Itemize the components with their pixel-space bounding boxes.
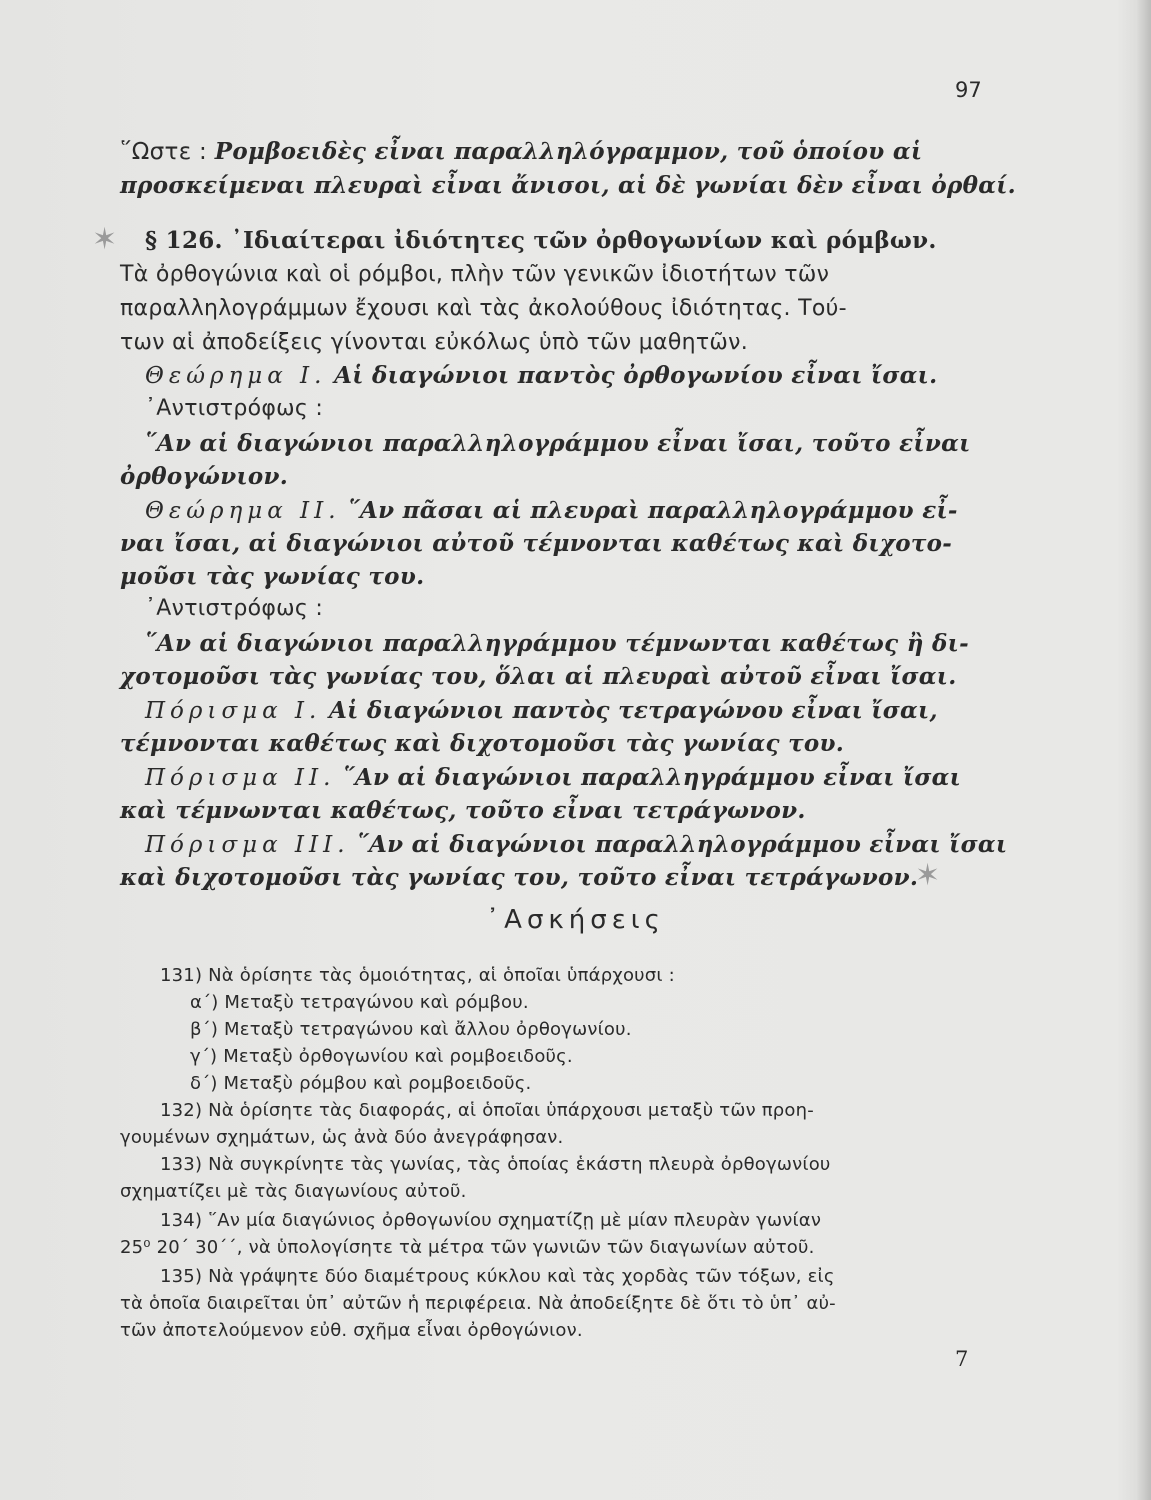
exercise-133-line-1: 133) Νὰ συγκρίνητε τὰς γωνίας, τὰς ὁποίας ἑκάστη πλευρὰ ὀρθογωνίου (160, 1154, 831, 1175)
theorem-2-line-1 (145, 497, 1015, 524)
corollary-2-line-1 (145, 764, 1015, 791)
body-line-3: των αἱ ἀποδείξεις γίνονται εὐκόλως ὑπὸ τῶν μαθητῶν. (120, 330, 749, 355)
converse-2-line-2: χοτομοῦσι τὰς γωνίας του, ὅλαι αἱ πλευραὶ αὐτοῦ εἶναι ἴσαι. (120, 663, 957, 690)
exercise-133-line-2: σχηματίζει μὲ τὰς διαγωνίους αὐτοῦ. (120, 1181, 467, 1202)
theorem-2-label: Θεώρημα ΙΙ. (145, 498, 341, 524)
theorem-2-text: ῞Αν πᾶσαι αἱ πλευραὶ παραλληλογράμμου εἶ- (348, 497, 958, 524)
exercise-131: 131) Νὰ ὁρίσητε τὰς ὁμοιότητας, αἱ ὁποῖαι ὑπάρχουσι : (160, 965, 675, 986)
exercise-135-line-3: τῶν ἀποτελούμενον εὐθ. σχῆμα εἶναι ὀρθογώνιον. (120, 1320, 583, 1341)
corollary-2-line-2: καὶ τέμνωνται καθέτως, τοῦτο εἶναι τετράγωνον. (120, 797, 806, 824)
exercise-132-line-1: 132) Νὰ ὁρίσητε τὰς διαφοράς, αἱ ὁποῖαι ὑπάρχουσι μεταξὺ τῶν προη- (160, 1100, 814, 1121)
corollary-3-text: ῞Αν αἱ διαγώνιοι παραλληλογράμμου εἶναι ἴσαι (357, 831, 1008, 858)
section-heading: § 126. ᾽Ιδιαίτεραι ἰδιότητες τῶν ὀρθογωνίων καὶ ρόμβων. (145, 227, 937, 254)
exercise-134-line-2: 25⁰ 20΄ 30΄΄, νὰ ὑπολογίσητε τὰ μέτρα τῶν γωνιῶν τῶν διαγωνίων αὐτοῦ. (120, 1237, 815, 1258)
converse-label-2: ᾽Αντιστρόφως : (145, 596, 324, 621)
theorem-2-line-2: ναι ἴσαι, αἱ διαγώνιοι αὐτοῦ τέμνονται καθέτως καὶ διχοτο- (120, 530, 953, 557)
theorem-2-line-3: μοῦσι τὰς γωνίας του. (120, 563, 425, 590)
exercise-135-line-2: τὰ ὁποῖα διαιρεῖται ὑπ᾽ αὐτῶν ἡ περιφέρεια. Νὰ ἀποδείξητε δὲ ὅτι τὸ ὑπ᾽ αὐ- (120, 1293, 836, 1314)
exercise-131-a: α΄) Μεταξὺ τετραγώνου καὶ ρόμβου. (190, 992, 529, 1013)
definition-line-1 (120, 138, 990, 165)
exercises-heading: ᾽Ασκήσεις (486, 905, 665, 935)
exercise-134-line-1: 134) ῞Αν μία διαγώνιος ὀρθογωνίου σχηματίζῃ μὲ μίαν πλευρὰν γωνίαν (160, 1210, 822, 1231)
exercise-132-line-2: γουμένων σχημάτων, ὡς ἀνὰ δύο ἀνεγράφησαν. (120, 1127, 564, 1148)
corollary-1-text: Αἱ διαγώνιοι παντὸς τετραγώνου εἶναι ἴσαι, (328, 697, 938, 724)
corollary-3-line-1 (145, 831, 1015, 858)
corollary-1-line-1 (145, 697, 1015, 724)
corollary-2-text: ῞Αν αἱ διαγώνιοι παραλληγράμμου εἶναι ἴσαι (343, 764, 962, 791)
body-line-2: παραλληλογράμμων ἔχουσι καὶ τὰς ἀκολούθους ἰδιότητας. Τού- (120, 296, 847, 321)
page-edge (1137, 0, 1151, 1500)
star-mark-end-icon: ✶ (915, 858, 941, 893)
converse-1-line-2: ὀρθογώνιον. (120, 463, 289, 490)
corollary-3-line-2: καὶ διχοτομοῦσι τὰς γωνίας του, τοῦτο εἶναι τετράγωνον. (120, 864, 919, 891)
converse-2-line-1: ῞Αν αἱ διαγώνιοι παραλληγράμμου τέμνωνται καθέτως ἢ δι- (145, 630, 969, 657)
signature-mark: 7 (955, 1347, 969, 1371)
definition-text: Ρομβοειδὲς εἶναι παραλληλόγραμμον, τοῦ ὁποίου αἱ (214, 138, 923, 165)
corollary-3-label: Πόρισμα ΙΙΙ. (145, 832, 350, 858)
theorem-1 (145, 362, 1015, 389)
star-mark-icon: ✶ (92, 222, 118, 257)
exercise-135-line-1: 135) Νὰ γράψητε δύο διαμέτρους κύκλου καὶ τὰς χορδὰς τῶν τόξων, εἰς (160, 1266, 835, 1287)
definition-line-2: προσκείμεναι πλευραὶ εἶναι ἄνισοι, αἱ δὲ γωνίαι δὲν εἶναι ὀρθαί. (120, 172, 1016, 199)
theorem-1-label: Θεώρημα Ι. (145, 363, 327, 389)
corollary-1-line-2: τέμνονται καθέτως καὶ διχοτομοῦσι τὰς γωνίας του. (120, 730, 845, 757)
body-line-1: Τὰ ὀρθογώνια καὶ οἱ ρόμβοι, πλὴν τῶν γενικῶν ἰδιοτήτων τῶν (120, 262, 830, 287)
exercise-131-c: γ΄) Μεταξὺ ὀρθογωνίου καὶ ρομβοειδοῦς. (190, 1046, 573, 1067)
page-number: 97 (955, 78, 982, 102)
exercise-131-d: δ΄) Μεταξὺ ρόμβου καὶ ρομβοειδοῦς. (190, 1073, 532, 1094)
theorem-1-text: Αἱ διαγώνιοι παντὸς ὀρθογωνίου εἶναι ἴσαι. (334, 362, 938, 389)
converse-label-1: ᾽Αντιστρόφως : (145, 396, 324, 421)
corollary-2-label: Πόρισμα ΙΙ. (145, 765, 336, 791)
exercise-131-b: β΄) Μεταξὺ τετραγώνου καὶ ἄλλου ὀρθογωνίου. (190, 1019, 632, 1040)
definition-lead: ῞Ωστε : (120, 139, 208, 165)
converse-1-line-1: ῞Αν αἱ διαγώνιοι παραλληλογράμμου εἶναι ἴσαι, τοῦτο εἶναι (145, 430, 971, 457)
corollary-1-label: Πόρισμα Ι. (145, 698, 322, 724)
